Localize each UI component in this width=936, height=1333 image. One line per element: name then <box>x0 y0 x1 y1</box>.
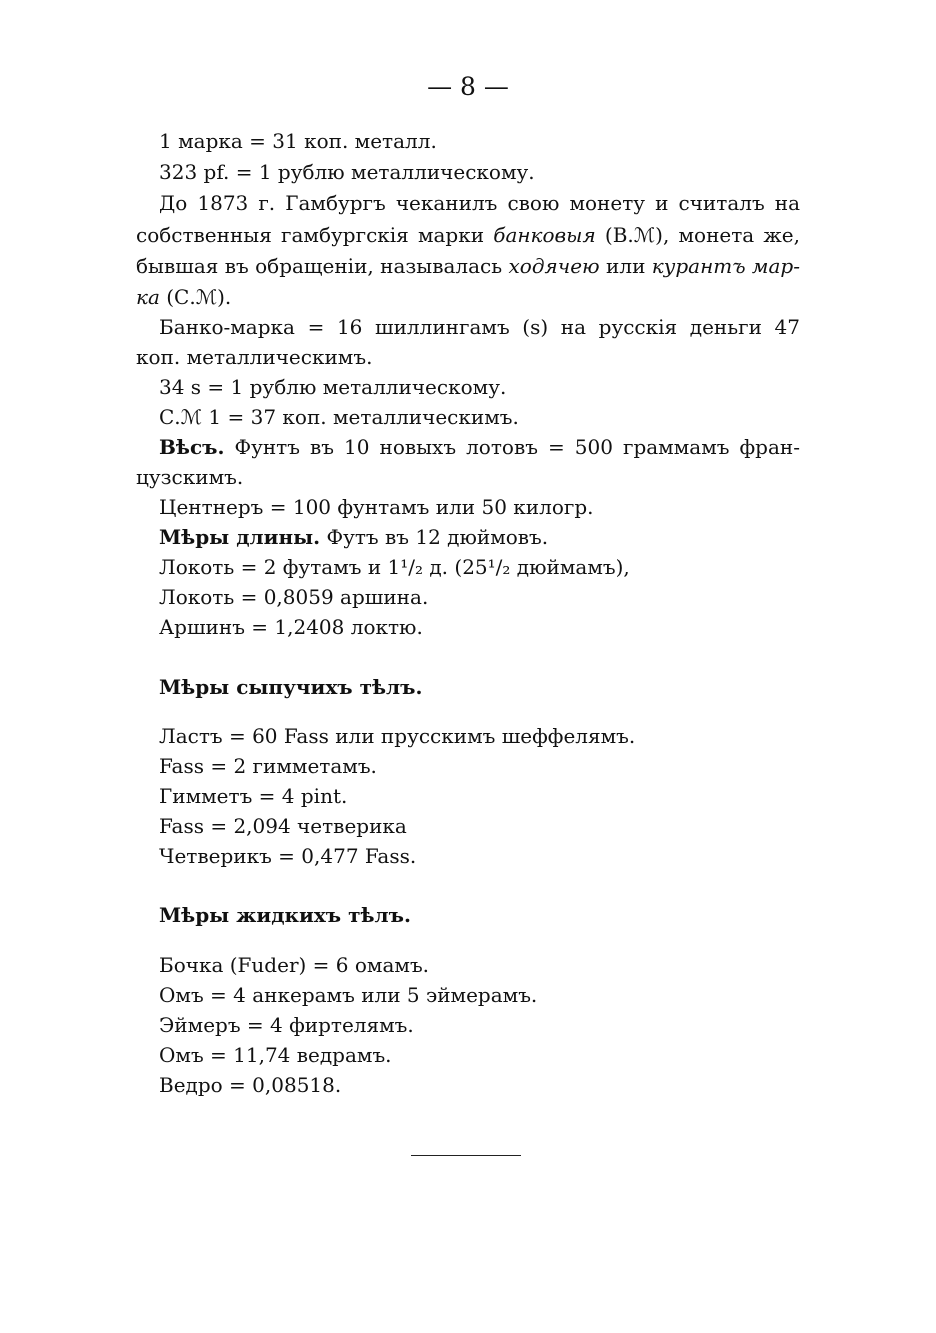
text-line: Центнеръ = 100 фунтамъ или 50 килогр. <box>159 495 594 519</box>
list-item: Омъ = 4 анкерамъ или 5 эймерамъ. <box>159 983 538 1007</box>
list-item: Fass = 2 гимметамъ. <box>159 754 377 778</box>
text-line: С.ℳ 1 = 37 коп. металлическимъ. <box>159 405 519 429</box>
end-rule <box>411 1155 521 1156</box>
text-line: Локоть = 0,8059 аршина. <box>159 585 429 609</box>
text-line: До 1873 г. Гамбургъ чеканилъ свою монету и считалъ на <box>159 191 800 215</box>
text-line: Банко-марка = 16 шиллингамъ (s) на русскія деньги 47 <box>159 315 800 339</box>
list-item: Бочка (Fuder) = 6 омамъ. <box>159 953 430 977</box>
text-line: бывшая въ обращеніи, называлась ходячею или курантъ мар- <box>136 254 800 278</box>
text-line: 34 s = 1 рублю металлическому. <box>159 375 507 399</box>
list-item: Гимметъ = 4 pint. <box>159 784 348 808</box>
list-item: Эймеръ = 4 фиртелямъ. <box>159 1013 414 1037</box>
text-line: цузскимъ. <box>136 465 244 489</box>
text-line: 323 pf. = 1 рублю металлическому. <box>159 160 535 184</box>
section-heading-liquid-measures: Мѣры жидкихъ тѣлъ. <box>159 903 411 927</box>
text-line: коп. металлическимъ. <box>136 345 373 369</box>
list-item: Омъ = 11,74 ведрамъ. <box>159 1043 392 1067</box>
list-item: Ластъ = 60 Fass или прусскимъ шеффелямъ. <box>159 724 636 748</box>
text-line: Аршинъ = 1,2408 локтю. <box>159 615 423 639</box>
list-item: Четверикъ = 0,477 Fass. <box>159 844 417 868</box>
page-number: — 8 — <box>427 72 509 101</box>
text-line: ка (С.ℳ). <box>136 285 232 309</box>
text-line: Вѣсъ. Фунтъ въ 10 новыхъ лотовъ = 500 граммамъ фран- <box>159 435 800 459</box>
list-item: Ведро = 0,08518. <box>159 1073 342 1097</box>
text-line: Мѣры длины. Футъ въ 12 дюймовъ. <box>159 525 549 549</box>
list-item: Fass = 2,094 четверика <box>159 814 407 838</box>
section-heading-dry-measures: Мѣры сыпучихъ тѣлъ. <box>159 675 423 699</box>
text-line: Локоть = 2 футамъ и 1¹/₂ д. (25¹/₂ дюймамъ), <box>159 555 630 579</box>
text-line: собственныя гамбургскія марки банковыя (В.ℳ), монета же, <box>136 223 800 247</box>
text-line: 1 марка = 31 коп. металл. <box>159 129 437 153</box>
